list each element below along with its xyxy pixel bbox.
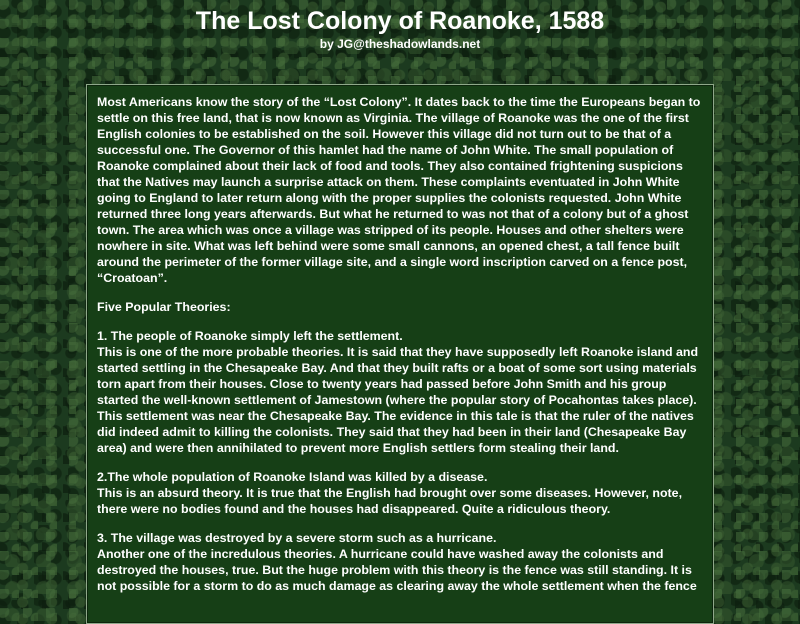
theory-2 — [97, 469, 703, 517]
theory-2-heading: 2.The whole population of Roanoke Island was killed by a disease. — [97, 470, 488, 484]
theory-3-body: Another one of the incredulous theories. A hurricane could have washed away the colonists and destroyed the houses, true. But the huge problem with this theory is the fence was still standing. It is not possible for a storm to do as much damage as clearing away the whole settlement when the fence — [97, 547, 697, 593]
theory-3-heading: 3. The village was destroyed by a severe storm such as a hurricane. — [97, 531, 497, 545]
theory-1-body: This is one of the more probable theories. It is said that they have supposedly left Roanoke island and started settling in the Chesapeake Bay. And that they built rafts or a boat of some sort using materials torn apart from their houses. Close to twenty years had passed before John Smith and his group started the well-known settlement of Jamestown (where the popular story of Pocahontas takes place). This settlement was near the Chesapeake Bay. The evidence in this tale is that the ruler of the natives did indeed admit to killing the colonists. They said that they had been in their land (Chesapeake Bay area) and were then annihilated to prevent more English settlers form stealing their land. — [97, 345, 699, 455]
article-panel — [86, 84, 714, 624]
theory-1 — [97, 328, 703, 456]
theory-1-heading: 1. The people of Roanoke simply left the settlement. — [97, 329, 403, 343]
intro-paragraph: Most Americans know the story of the “Lost Colony”. It dates back to the time the Europeans began to settle on this free land, that is now known as Virginia. The village of Roanoke was the one of the first English colonies to be established on the soil. However this village did not turn out to be that of a successful one. The Governor of this hamlet had the name of John White. The small population of Roanoke complained about their lack of food and tools. They also contained frightening suspicions that the Natives may launch a surprise attack on them. These complaints eventuated in John White going to England to later return along with the proper supplies the colonists requested. John White returned three long years afterwards. But what he returned to was not that of a colony but of a ghost town. The area which was once a village was stripped of its people. Houses and other shelters were nowhere in site. What was left behind were some small cannons, an opened chest, a tall fence built around the perimeter of the former village site, and a single word inscription carved on a fence post, “Croatoan”. — [97, 95, 701, 285]
theories-heading: Five Popular Theories: — [97, 300, 231, 314]
theory-2-body: This is an absurd theory. It is true that the English had brought over some diseases. However, note, there were no bodies found and the houses had disappeared. Quite a ridiculous theory. — [97, 486, 683, 516]
theory-3 — [97, 530, 703, 594]
page-header — [0, 6, 800, 51]
author-byline: by JG@theshadowlands.net — [319, 37, 481, 51]
page-title: The Lost Colony of Roanoke, 1588 — [195, 7, 605, 35]
